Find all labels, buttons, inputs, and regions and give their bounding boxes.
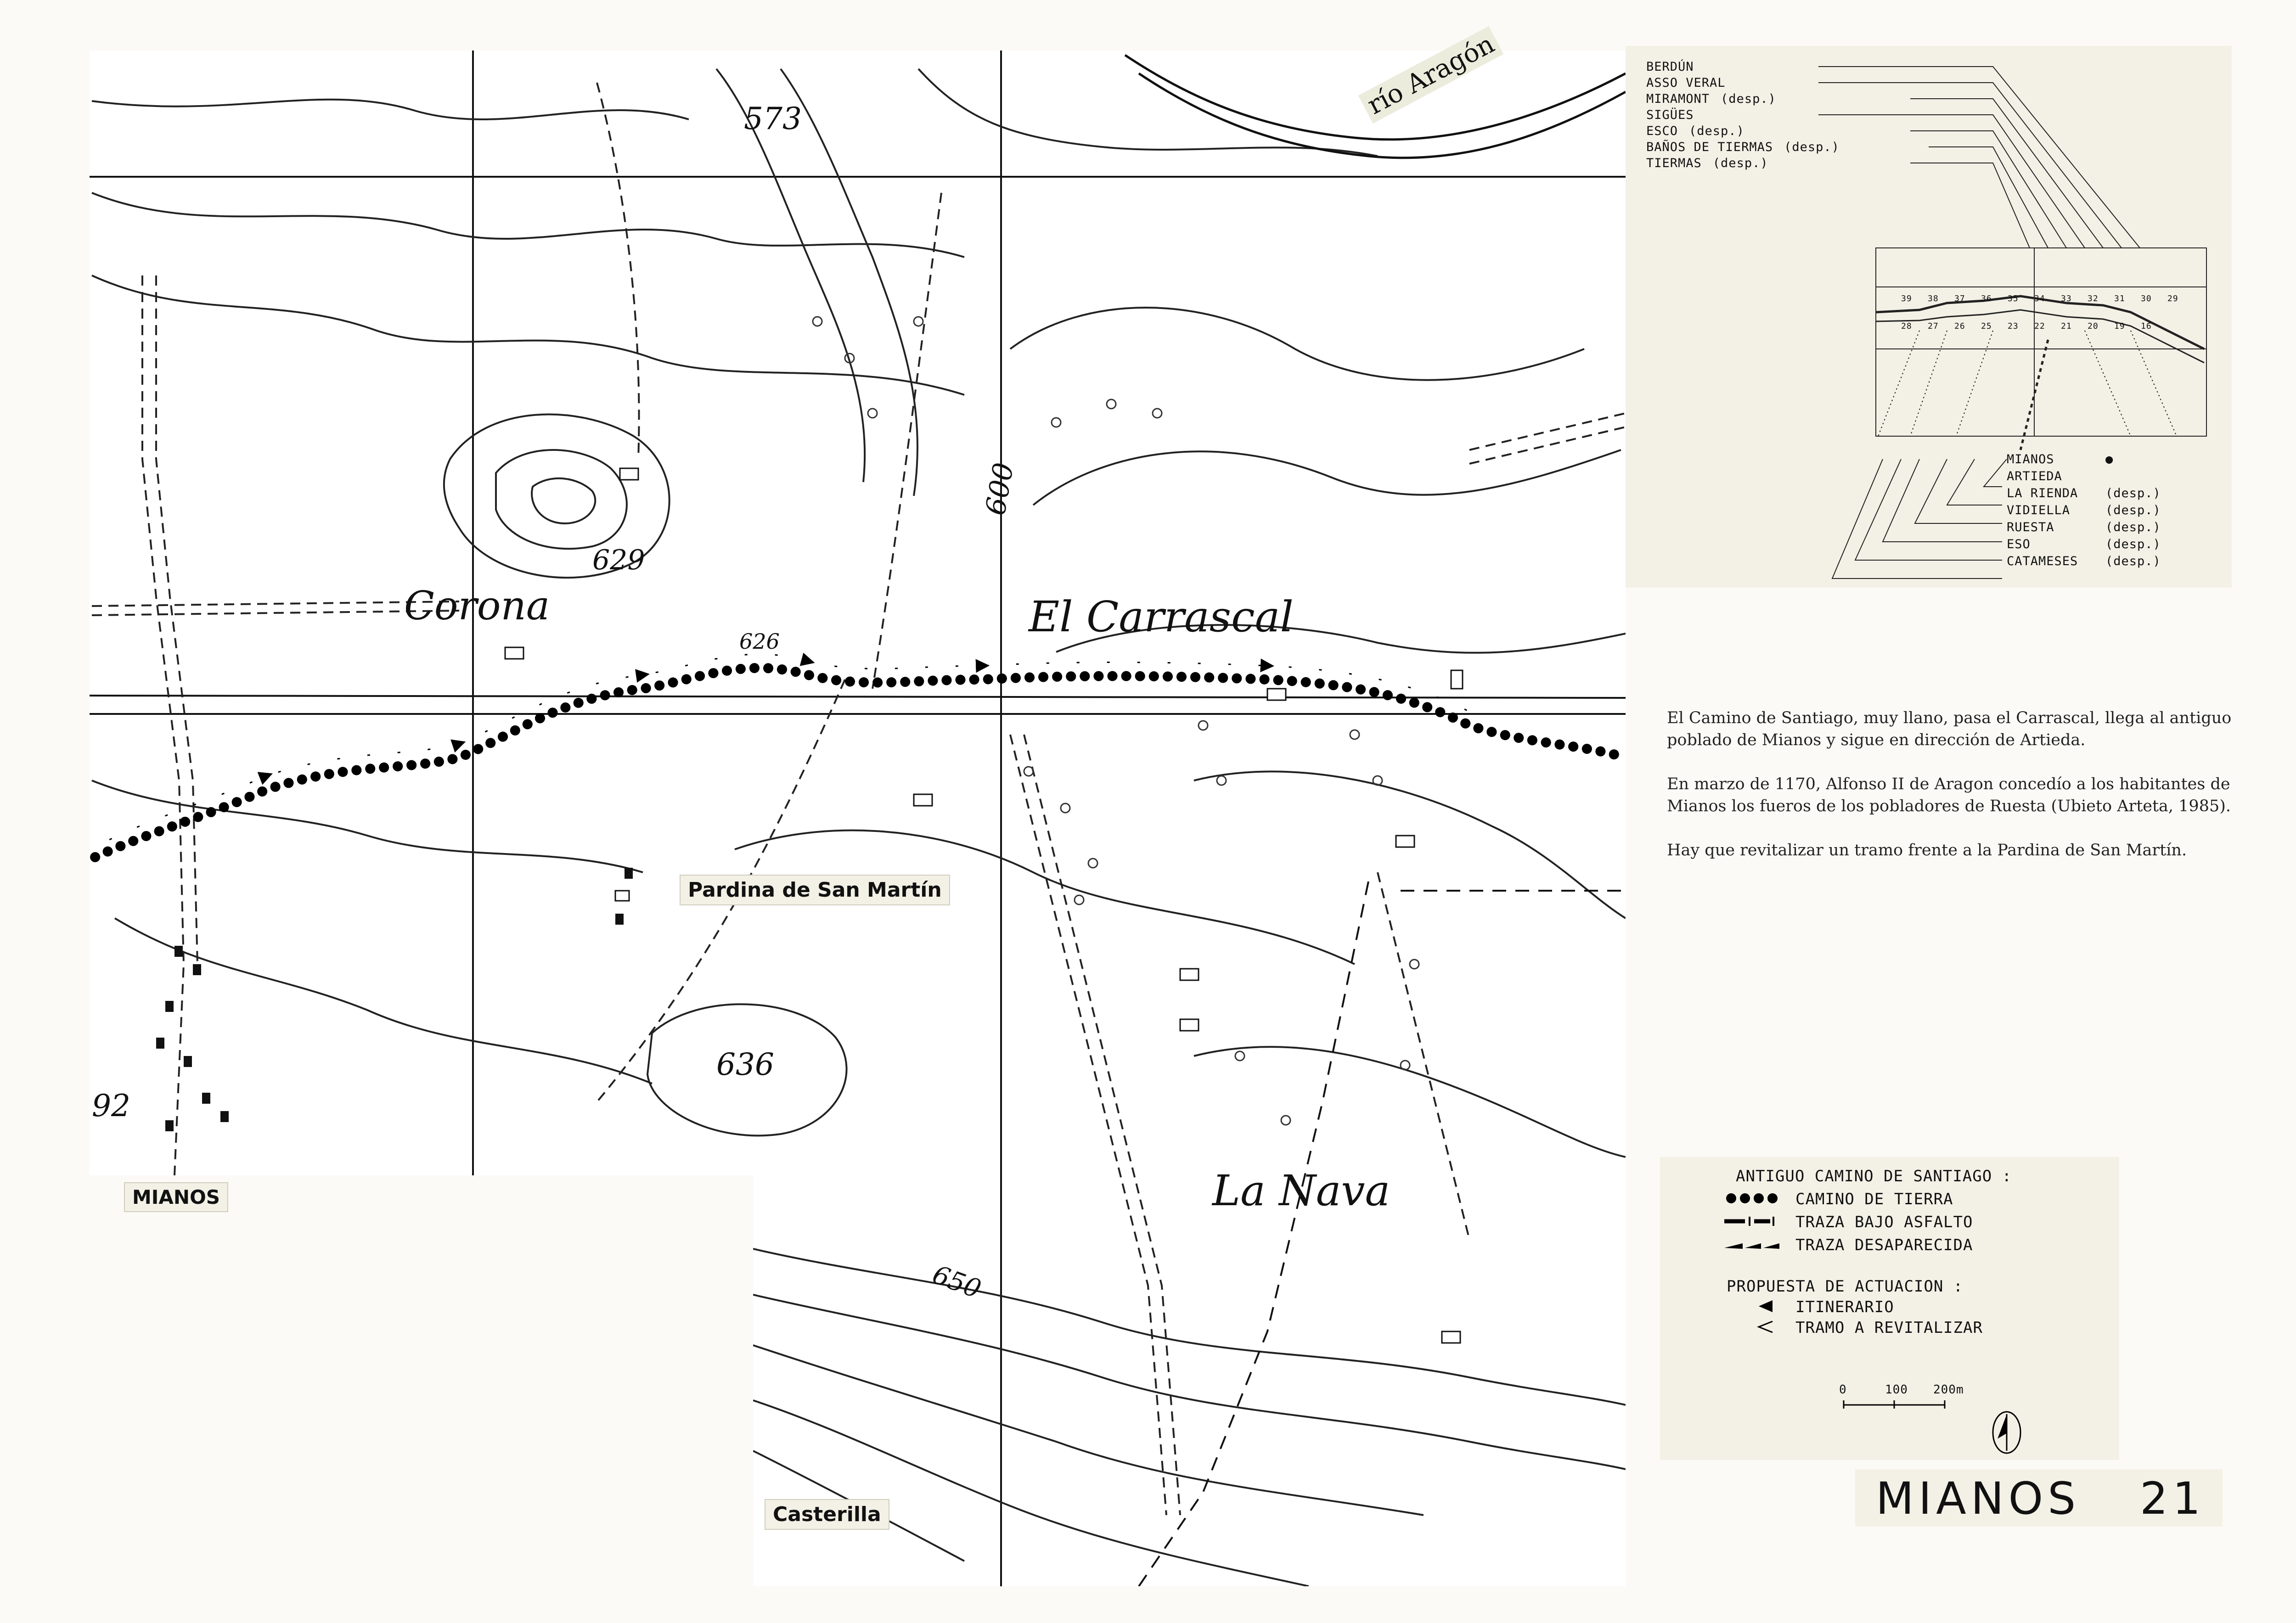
key-grid-number: 26 xyxy=(1954,321,1965,331)
settlement-label-mianos: MIANOS xyxy=(124,1182,228,1212)
key-grid-number: 35 xyxy=(2008,294,2019,303)
key-place-name: VIDIELLA xyxy=(2007,503,2071,517)
key-grid-number: 25 xyxy=(1981,321,1992,331)
settlement-label-casterilla: Casterilla xyxy=(765,1499,889,1530)
key-place-note: (desp.) xyxy=(1712,156,1768,170)
key-grid-number: 21 xyxy=(2061,321,2072,331)
elevation-label: 636 xyxy=(716,1047,774,1082)
key-grid-number: 28 xyxy=(1901,321,1912,331)
key-place-name: ESO xyxy=(2007,537,2031,551)
place-name-rio-aragon: río Aragón xyxy=(1358,26,1504,124)
legend-item-traza-bajo-asfalto: TRAZA BAJO ASFALTO xyxy=(1795,1213,1973,1231)
key-place-note: (desp.) xyxy=(2105,486,2161,500)
legend-item-camino-de-tierra: CAMINO DE TIERRA xyxy=(1795,1190,1953,1208)
place-name-corona: Corona xyxy=(404,583,550,629)
key-grid-number: 39 xyxy=(1901,294,1912,303)
key-place-note: (desp.) xyxy=(1784,140,1840,154)
key-place-name: BERDÚN xyxy=(1646,60,1694,74)
key-grid-number: 29 xyxy=(2167,294,2178,303)
key-place-name: SIGÜES xyxy=(1646,108,1694,122)
elevation-label: 629 xyxy=(592,544,645,576)
title-name: MIANOS xyxy=(1876,1473,2081,1524)
key-grid-number: 37 xyxy=(1954,294,1965,303)
key-grid-number: 38 xyxy=(1928,294,1939,303)
key-map-panel xyxy=(1626,46,2232,588)
key-grid-number: 22 xyxy=(2034,321,2045,331)
scale-tick: 0 xyxy=(1839,1383,1847,1397)
key-place-name: ASSO VERAL xyxy=(1646,76,1726,90)
key-place-name: BAÑOS DE TIERMAS xyxy=(1646,140,1773,154)
key-grid-number: 32 xyxy=(2088,294,2099,303)
description-paragraph: Hay que revitalizar un tramo frente a la Pardina de San Martín. xyxy=(1667,841,2187,859)
place-name-el-carrascal: El Carrascal xyxy=(1029,592,1294,641)
description-text xyxy=(1667,707,2264,883)
elevation-label: 600 xyxy=(979,460,1020,518)
key-place-name: CATAMESES xyxy=(2007,554,2078,568)
key-grid-number: 30 xyxy=(2141,294,2152,303)
legend-item-traza-desaparecida: TRAZA DESAPARECIDA xyxy=(1795,1236,1973,1254)
key-place-note: (desp.) xyxy=(2105,520,2161,534)
sheet-title xyxy=(1855,1469,2223,1527)
scale-tick: 200m xyxy=(1933,1383,1964,1397)
key-place-name: ESCO xyxy=(1646,124,1678,138)
key-place-name: TIERMAS xyxy=(1646,156,1702,170)
key-grid-number: 34 xyxy=(2034,294,2045,303)
description-paragraph: En marzo de 1170, Alfonso II de Aragon concedío a los habitantes de Mianos los fueros de los pobladores de Ruesta (Ubieto Arteta, 1985). xyxy=(1667,775,2231,815)
legend-item-itinerario: ITINERARIO xyxy=(1795,1298,1894,1316)
title-number: 21 xyxy=(2140,1473,2206,1524)
key-place-note: (desp.) xyxy=(2105,554,2161,568)
key-place-name: MIRAMONT xyxy=(1646,92,1710,106)
key-place-note: ● xyxy=(2105,452,2114,466)
legend-proposal-title: PROPUESTA DE ACTUACION : xyxy=(1727,1277,1964,1296)
key-place-note: (desp.) xyxy=(1721,92,1776,106)
elevation-label: 573 xyxy=(744,101,802,136)
key-grid-number: 20 xyxy=(2088,321,2099,331)
elevation-label: 650 xyxy=(929,1259,985,1305)
key-grid-number: 36 xyxy=(1981,294,1992,303)
map-legend xyxy=(1660,1157,2119,1460)
key-place-note: (desp.) xyxy=(2105,537,2161,551)
key-grid-number: 31 xyxy=(2114,294,2125,303)
legend-item-tramo-a-revitalizar: TRAMO A REVITALIZAR xyxy=(1795,1319,1983,1337)
key-place-name: MIANOS xyxy=(2007,452,2054,466)
settlement-label-pardina: Pardina de San Martín xyxy=(680,875,950,905)
legend-title: ANTIGUO CAMINO DE SANTIAGO : xyxy=(1736,1167,2012,1185)
key-place-name: ARTIEDA xyxy=(2007,469,2062,483)
description-paragraph: El Camino de Santiago, muy llano, pasa el Carrascal, llega al antiguo poblado de Mianos y sigue en dirección de Artieda. xyxy=(1667,709,2232,749)
elevation-label: 92 xyxy=(92,1088,130,1123)
key-grid-number: 16 xyxy=(2141,321,2152,331)
key-grid-number: 33 xyxy=(2061,294,2072,303)
scale-tick: 100 xyxy=(1885,1383,1908,1397)
key-grid-number: 27 xyxy=(1928,321,1939,331)
map-sheet xyxy=(69,46,1630,1593)
key-place-name: RUESTA xyxy=(2007,520,2054,534)
key-grid-number: 19 xyxy=(2114,321,2125,331)
key-map-diagram xyxy=(1626,46,2232,588)
key-grid-number: 23 xyxy=(2008,321,2019,331)
key-place-note: (desp.) xyxy=(2105,503,2161,517)
elevation-label: 626 xyxy=(739,629,780,654)
key-place-note: (desp.) xyxy=(1689,124,1745,138)
place-name-la-nava: La Nava xyxy=(1212,1166,1390,1215)
key-place-name: LA RIENDA xyxy=(2007,486,2078,500)
north-arrow-icon xyxy=(1993,1412,2020,1453)
